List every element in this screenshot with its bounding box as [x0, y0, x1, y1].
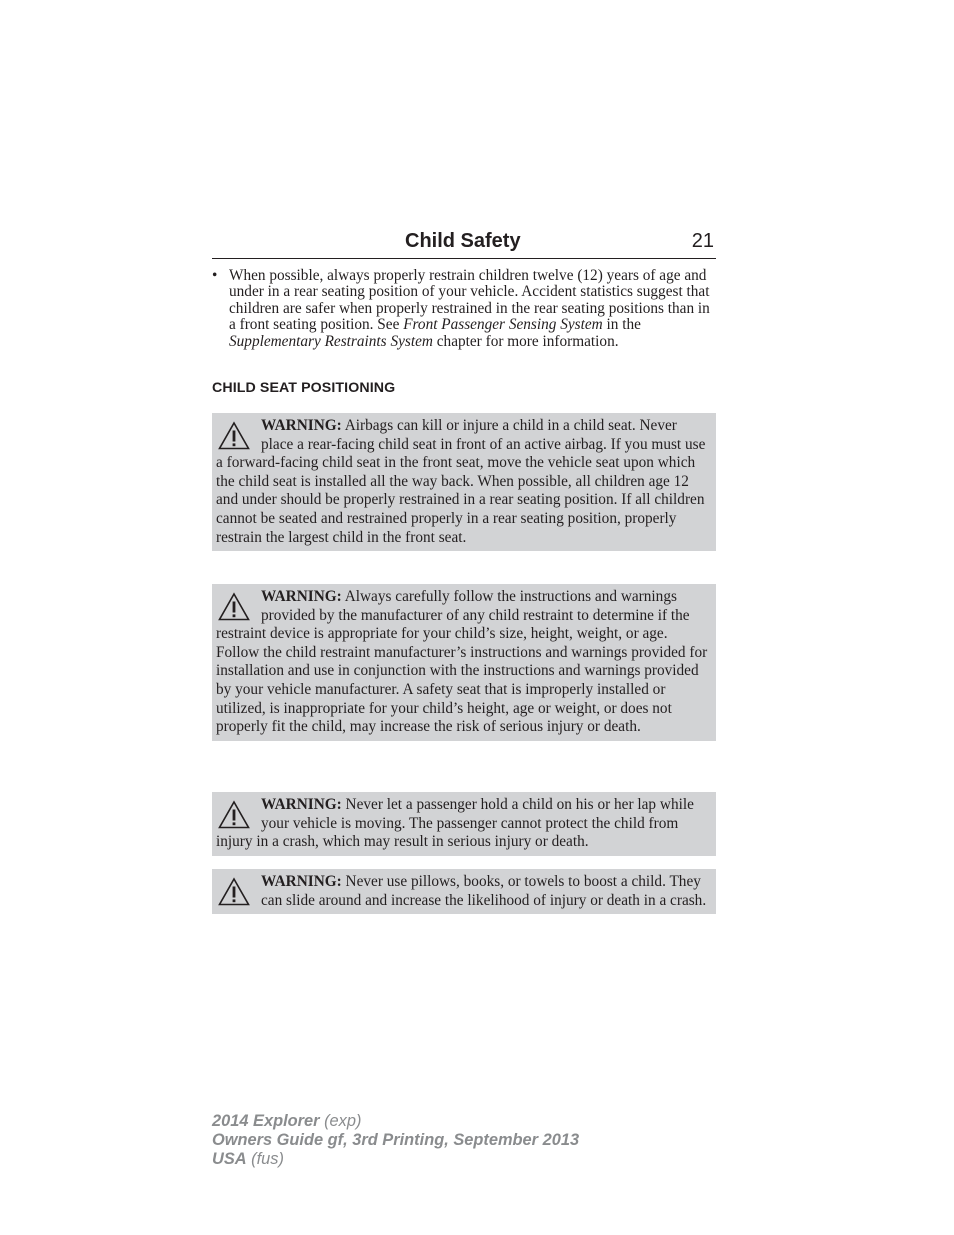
warning-box: [212, 869, 716, 914]
footer-model: 2014 Explorer: [212, 1112, 320, 1130]
warning-text: Always carefully follow the instructions and warnings provided by the manufacturer of any child restraint to determine if the restraint device is appropriate for your child’s size, height, weight, or age. Follow the child restraint manufacturer’s instructions and warnings provided for installation and use in conjunction with the instructions and warnings provided by your vehicle manufacturer. A safety seat that is improperly installed or utilized, is inappropriate for your child’s height, age or weight, or does not properly fit the child, may increase the risk of serious injury or death.: [216, 588, 708, 736]
footer-line-market: [212, 1150, 579, 1169]
warning-text: Never let a passenger hold a child on his or her lap while your vehicle is moving. The passenger cannot protect the child from injury in a crash, which may result in serious injury or death.: [216, 796, 694, 851]
bullet-item: [212, 268, 716, 350]
cross-reference: Front Passenger Sensing System: [403, 316, 603, 334]
bullet-text-part: When possible, always properly restrain children twelve (12) years of age and under in a rear seating position of your vehicle. Accident statistics suggest that children are safer when properly restrained in the rear seating positions than in a front seating position. See: [229, 267, 710, 334]
footer-guide: Owners Guide gf, 3rd Printing, September 2013: [212, 1131, 580, 1149]
warning-triangle-icon: [218, 421, 250, 451]
warning-triangle-icon: [218, 800, 250, 830]
warning-box: [212, 584, 716, 741]
bullet-text-part: in the: [602, 316, 641, 334]
footer-market: USA: [212, 1150, 247, 1168]
footer-line-guide: [212, 1131, 579, 1150]
warning-text: Airbags can kill or injure a child in a child seat. Never place a rear-facing child seat in front of an active airbag. If you must use a forward-facing child seat in the front seat, move the vehicle seat upon which the child seat is installed all the way back. When possible, all children age 12 and under should be properly restrained in a rear seating position. If all children cannot be seated and restrained properly in a rear seating position, properly restrain the largest child in the front seat.: [216, 417, 706, 546]
warning-box: [212, 413, 716, 551]
cross-reference: Supplementary Restraints System: [229, 332, 433, 350]
footer-model-code: (exp): [319, 1112, 362, 1130]
warning-triangle-icon: [218, 592, 250, 622]
warning-text: Never use pillows, books, or towels to boost a child. They can slide around and increase the likelihood of injury or death in a crash.: [261, 873, 707, 909]
footer-market-code: (fus): [246, 1150, 284, 1168]
warning-label: WARNING:: [261, 417, 342, 434]
page-title: Child Safety: [405, 230, 521, 252]
footer-line-model: [212, 1112, 579, 1131]
bullet-text: [229, 268, 716, 350]
warning-label: WARNING:: [261, 588, 342, 605]
page-number: 21: [691, 230, 714, 252]
bullet-text-part: chapter for more information.: [432, 332, 619, 350]
page-header: [212, 228, 716, 259]
warning-label: WARNING:: [261, 873, 342, 890]
bullet-symbol: •: [212, 267, 218, 284]
warning-box: [212, 792, 716, 856]
warning-triangle-icon: [218, 877, 250, 907]
warning-label: WARNING:: [261, 796, 342, 813]
page-footer: [212, 1112, 579, 1169]
section-heading: CHILD SEAT POSITIONING: [212, 380, 396, 396]
